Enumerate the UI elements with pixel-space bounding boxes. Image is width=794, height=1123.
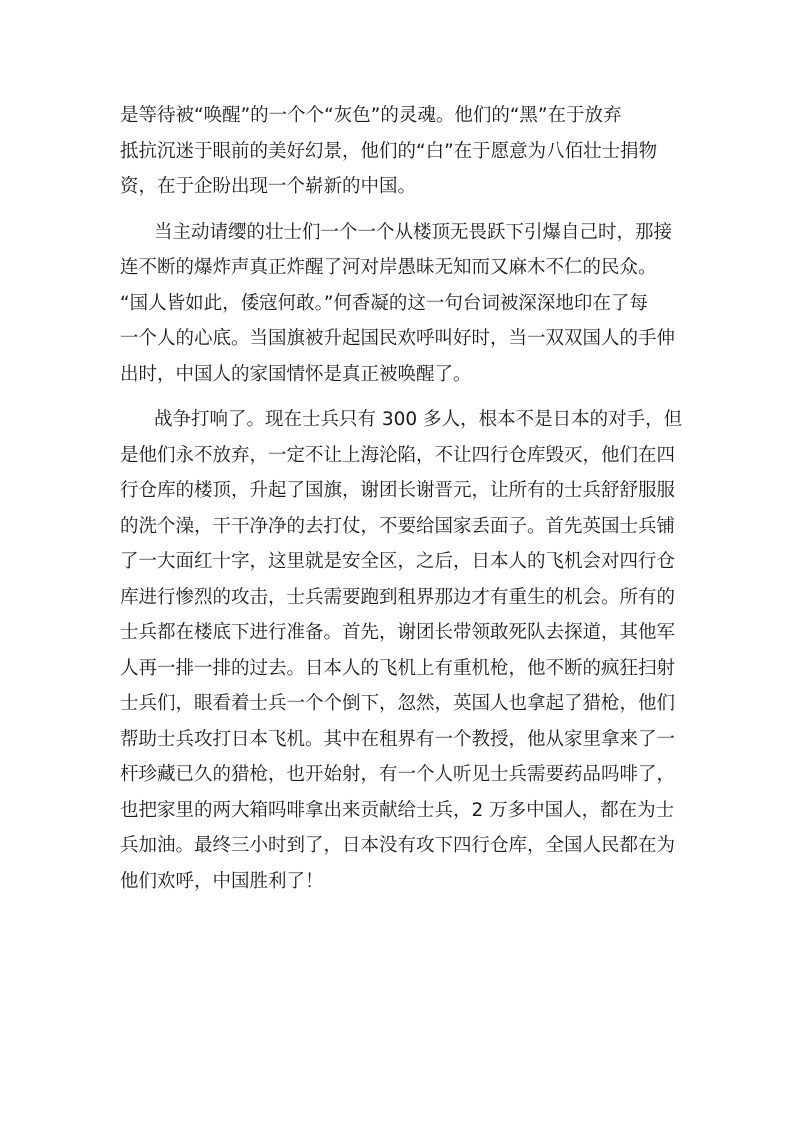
text-line: 杆珍藏已久的猎枪，也开始射，有一个人听见士兵需要药品吗啡了， [120, 764, 676, 785]
text-line: 也把家里的两大箱吗啡拿出来贡献给士兵，2 万多中国人，都在为士 [120, 799, 675, 821]
text-line: 士兵们，眼看着士兵一个个倒下，忽然，英国人也拿起了猎枪，他们 [120, 693, 676, 714]
paragraph-gap [120, 205, 676, 215]
text-line: 兵加油。最终三小时到了，日本没有攻下四行仓库，全国人民都在为 [120, 835, 676, 856]
text-line: 人再一排一排的过去。日本人的飞机上有重机枪，他不断的疯狂扫射 [120, 657, 676, 679]
text-line: 行仓库的楼顶，升起了国旗，谢团长谢晋元，让所有的士兵舒舒服服 [120, 480, 676, 501]
text-line: 连不断的爆炸声真正炸醒了河对岸愚昧无知而又麻木不仁的民众。 [120, 257, 657, 278]
text-line: 了一大面红十字，这里就是安全区，之后，日本人的飞机会对四行仓 [120, 551, 676, 572]
text-line: 他们欢呼，中国胜利了！ [120, 870, 324, 892]
text-line: 帮助士兵攻打日本飞机。其中在租界有一个教授，他从家里拿来了一 [120, 728, 676, 750]
text-line: 战争打响了。现在士兵只有 300 多人，根本不是日本的对手，但 [154, 409, 683, 430]
paragraph-gap [120, 392, 676, 402]
text-line: 是他们永不放弃，一定不让上海沦陷，不让四行仓库毁灭，他们在四 [120, 444, 676, 466]
text-line: “国人皆如此，倭寇何敢。”何香凝的这一句台词被深深地印在了每 [120, 292, 648, 314]
paragraph-2 [120, 215, 676, 393]
text-line: 抵抗沉迷于眼前的美好幻景，他们的“白”在于愿意为八佰壮士捐物 [120, 140, 658, 162]
text-line: 当主动请缨的壮士们一个一个从楼顶无畏跃下引爆自己时，那接 [154, 221, 673, 243]
text-line: 士兵都在楼底下进行准备。首先，谢团长带领敢死队去探道，其他军 [120, 622, 676, 643]
text-line: 是等待被“唤醒”的一个个“灰色”的灵魂。他们的“黑”在于放弃 [120, 105, 622, 126]
paragraph-3 [120, 402, 683, 899]
text-line: 出时，中国人的家国情怀是真正被唤醒了。 [120, 363, 472, 385]
text-line: 库进行惨烈的攻击，士兵需要跑到租界那边才有重生的机会。所有的 [120, 586, 676, 608]
text-line: 资，在于企盼出现一个崭新的中国。 [120, 176, 417, 197]
text-line: 一个人的心底。当国旗被升起国民欢呼叫好时，当一双双国人的手伸 [120, 328, 676, 349]
text-line: 的洗个澡，干干净净的去打仗，不要给国家丢面子。首先英国士兵铺 [120, 515, 676, 537]
paragraph-1 [120, 98, 676, 205]
document-body [120, 98, 683, 899]
